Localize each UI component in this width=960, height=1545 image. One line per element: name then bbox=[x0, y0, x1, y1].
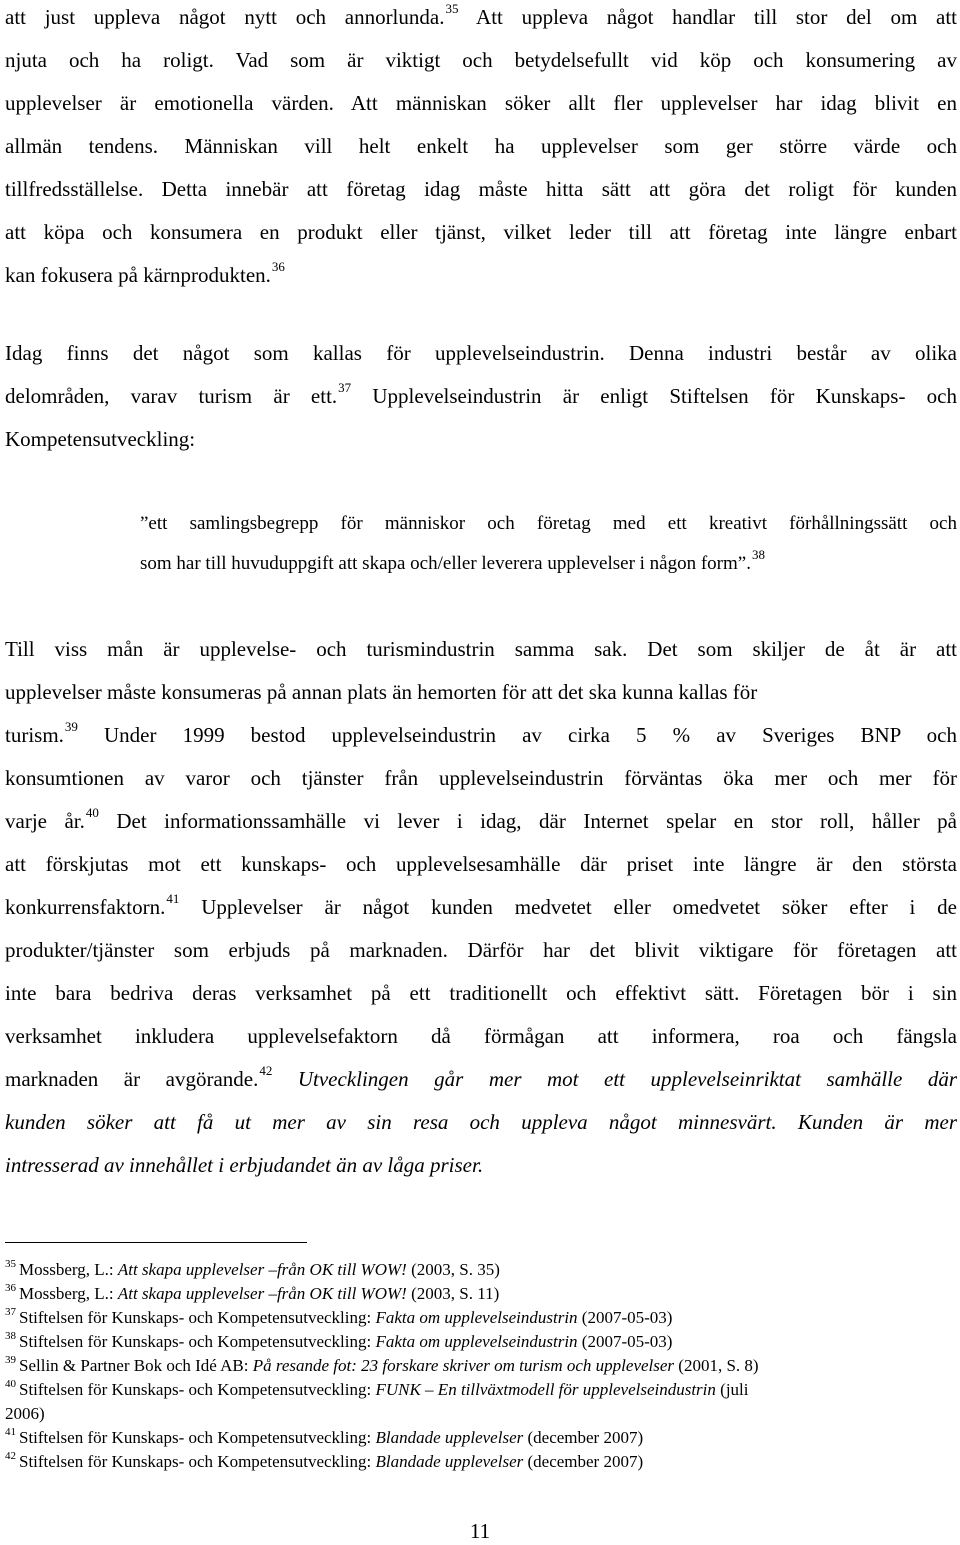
footnote-number: 39 bbox=[5, 1354, 16, 1366]
footnote-item: $^{41}$ Stiftelsen för Kunskaps- och Kompetensutveckling: Blandade upplevelser (december 2007) bbox=[5, 1426, 644, 1447]
text-line: Till viss mån är upplevelse- och turismindustrin samma sak. Det som skiljer de åt är att bbox=[5, 637, 957, 661]
text-line: allmän tendens. Människan vill helt enkelt ha upplevelser som ger större värde och bbox=[5, 134, 957, 158]
footnote-ref[interactable]: 41 bbox=[166, 891, 180, 906]
footnote-item: $^{36}$ Mossberg, L.: Att skapa upplevelser –från OK till WOW! (2003, S. 11) bbox=[5, 1282, 500, 1303]
footnote-item: $^{42}$ Stiftelsen för Kunskaps- och Kompetensutveckling: Blandade upplevelser (december 2007) bbox=[5, 1450, 644, 1471]
footnote-number: 38 bbox=[5, 1330, 16, 1342]
text-line: intresserad av innehållet i erbjudandet än av låga priser. bbox=[5, 1153, 484, 1177]
page-number: 11 bbox=[469, 1519, 491, 1543]
text-line: upplevelser måste konsumeras på annan plats än hemorten för att det ska kunna kallas för bbox=[5, 680, 758, 704]
text-line: delområden, varav turism är ett.$^{37}$ Upplevelseindustrin är enligt Stiftelsen för Kunskaps- och bbox=[5, 380, 957, 408]
text-line: turism.$^{39}$ Under 1999 bestod upplevelseindustrin av cirka 5 % av Sveriges BNP och bbox=[5, 719, 957, 747]
footnote-ref[interactable]: 40 bbox=[85, 805, 99, 820]
text-line: marknaden är avgörande.$^{42}$ Utvecklingen går mer mot ett upplevelseinriktat samhälle där bbox=[5, 1063, 957, 1091]
footnote-ref[interactable]: 35 bbox=[445, 1, 459, 16]
text-line: kunden söker att få ut mer av sin resa och uppleva något minnesvärt. Kunden är mer bbox=[5, 1110, 957, 1134]
footnote-item: $^{35}$ Mossberg, L.: Att skapa upplevelser –från OK till WOW! (2003, S. 35) bbox=[5, 1258, 500, 1279]
footnote-number: 40 bbox=[5, 1378, 16, 1390]
footnotes bbox=[5, 1258, 957, 1474]
footnote-ref[interactable]: 42 bbox=[259, 1063, 273, 1078]
text-line: inte bara bedriva deras verksamhet på ett traditionellt och effektivt sätt. Företagen bör i sin bbox=[5, 981, 957, 1005]
paragraph-3 bbox=[5, 628, 957, 1187]
footnote-number: 37 bbox=[5, 1306, 16, 1318]
text-line: att förskjutas mot ett kunskaps- och upplevelsesamhälle där priset inte längre är den största bbox=[5, 852, 957, 876]
text-line: konkurrensfaktorn.$^{41}$ Upplevelser är något kunden medvetet eller omedvetet söker efter i de bbox=[5, 891, 957, 919]
text-line: upplevelser är emotionella värden. Att människan söker allt fler upplevelser har idag blivit en bbox=[5, 91, 957, 115]
footnote-separator bbox=[5, 1242, 307, 1243]
footnote-ref[interactable]: 38 bbox=[751, 547, 765, 562]
text-line: att köpa och konsumera en produkt eller tjänst, vilket leder till att företag inte längre enbart bbox=[5, 220, 957, 244]
footnote-number: 41 bbox=[5, 1426, 16, 1438]
paragraph-1 bbox=[5, 0, 957, 297]
text-line: tillfredsställelse. Detta innebär att företag idag måste hitta sätt att göra det roligt för kunden bbox=[5, 177, 957, 201]
paragraph-2 bbox=[5, 332, 957, 461]
footnote-item: $^{40}$ Stiftelsen för Kunskaps- och Kompetensutveckling: FUNK – En tillväxtmodell för upplevelseindustrin (juli bbox=[5, 1378, 749, 1399]
footnote-continuation: 2006) bbox=[5, 1404, 45, 1423]
text-line: kan fokusera på kärnprodukten.$^{36}$ bbox=[5, 259, 285, 287]
footnote-number: 36 bbox=[5, 1282, 16, 1294]
text-line: att just uppleva något nytt och annorlunda.$^{35}$ Att uppleva något handlar till stor del om att bbox=[5, 1, 958, 29]
footnote-ref[interactable]: 39 bbox=[64, 719, 78, 734]
footnote-item: $^{37}$ Stiftelsen för Kunskaps- och Kompetensutveckling: Fakta om upplevelseindustrin (2007-05-03) bbox=[5, 1306, 673, 1327]
footnote-item: $^{38}$ Stiftelsen för Kunskaps- och Kompetensutveckling: Fakta om upplevelseindustrin (2007-05-03) bbox=[5, 1330, 673, 1351]
text-line: produkter/tjänster som erbjuds på marknaden. Därför har det blivit viktigare för företagen att bbox=[5, 938, 957, 962]
text-line: verksamhet inkludera upplevelsefaktorn då förmågan att informera, roa och fängsla bbox=[5, 1024, 957, 1048]
footnote-item: $^{39}$ Sellin & Partner Bok och Idé AB: På resande fot: 23 forskare skriver om turism och upplevelser (2001, S. 8) bbox=[5, 1354, 759, 1375]
footnote-number: 42 bbox=[5, 1450, 16, 1462]
block-quote bbox=[140, 504, 957, 584]
text-line: njuta och ha roligt. Vad som är viktigt och betydelsefullt vid köp och konsumering av bbox=[5, 48, 957, 72]
text-line: Idag finns det något som kallas för upplevelseindustrin. Denna industri består av olika bbox=[5, 341, 957, 365]
quote-line: ”ett samlingsbegrepp för människor och företag med ett kreativt förhållningssätt och bbox=[140, 513, 957, 534]
text-line: varje år.$^{40}$ Det informationssamhälle vi lever i idag, där Internet spelar en stor roll, håller på bbox=[5, 805, 957, 833]
footnote-ref[interactable]: 36 bbox=[271, 259, 285, 274]
footnote-number: 35 bbox=[5, 1258, 16, 1270]
text-line: konsumtionen av varor och tjänster från upplevelseindustrin förväntas öka mer och mer för bbox=[5, 766, 957, 790]
quote-line: som har till huvuduppgift att skapa och/eller leverera upplevelser i någon form”.$^{38}$ bbox=[140, 547, 765, 574]
footnote-ref[interactable]: 37 bbox=[338, 380, 352, 395]
text-line: Kompetensutveckling: bbox=[5, 427, 196, 451]
